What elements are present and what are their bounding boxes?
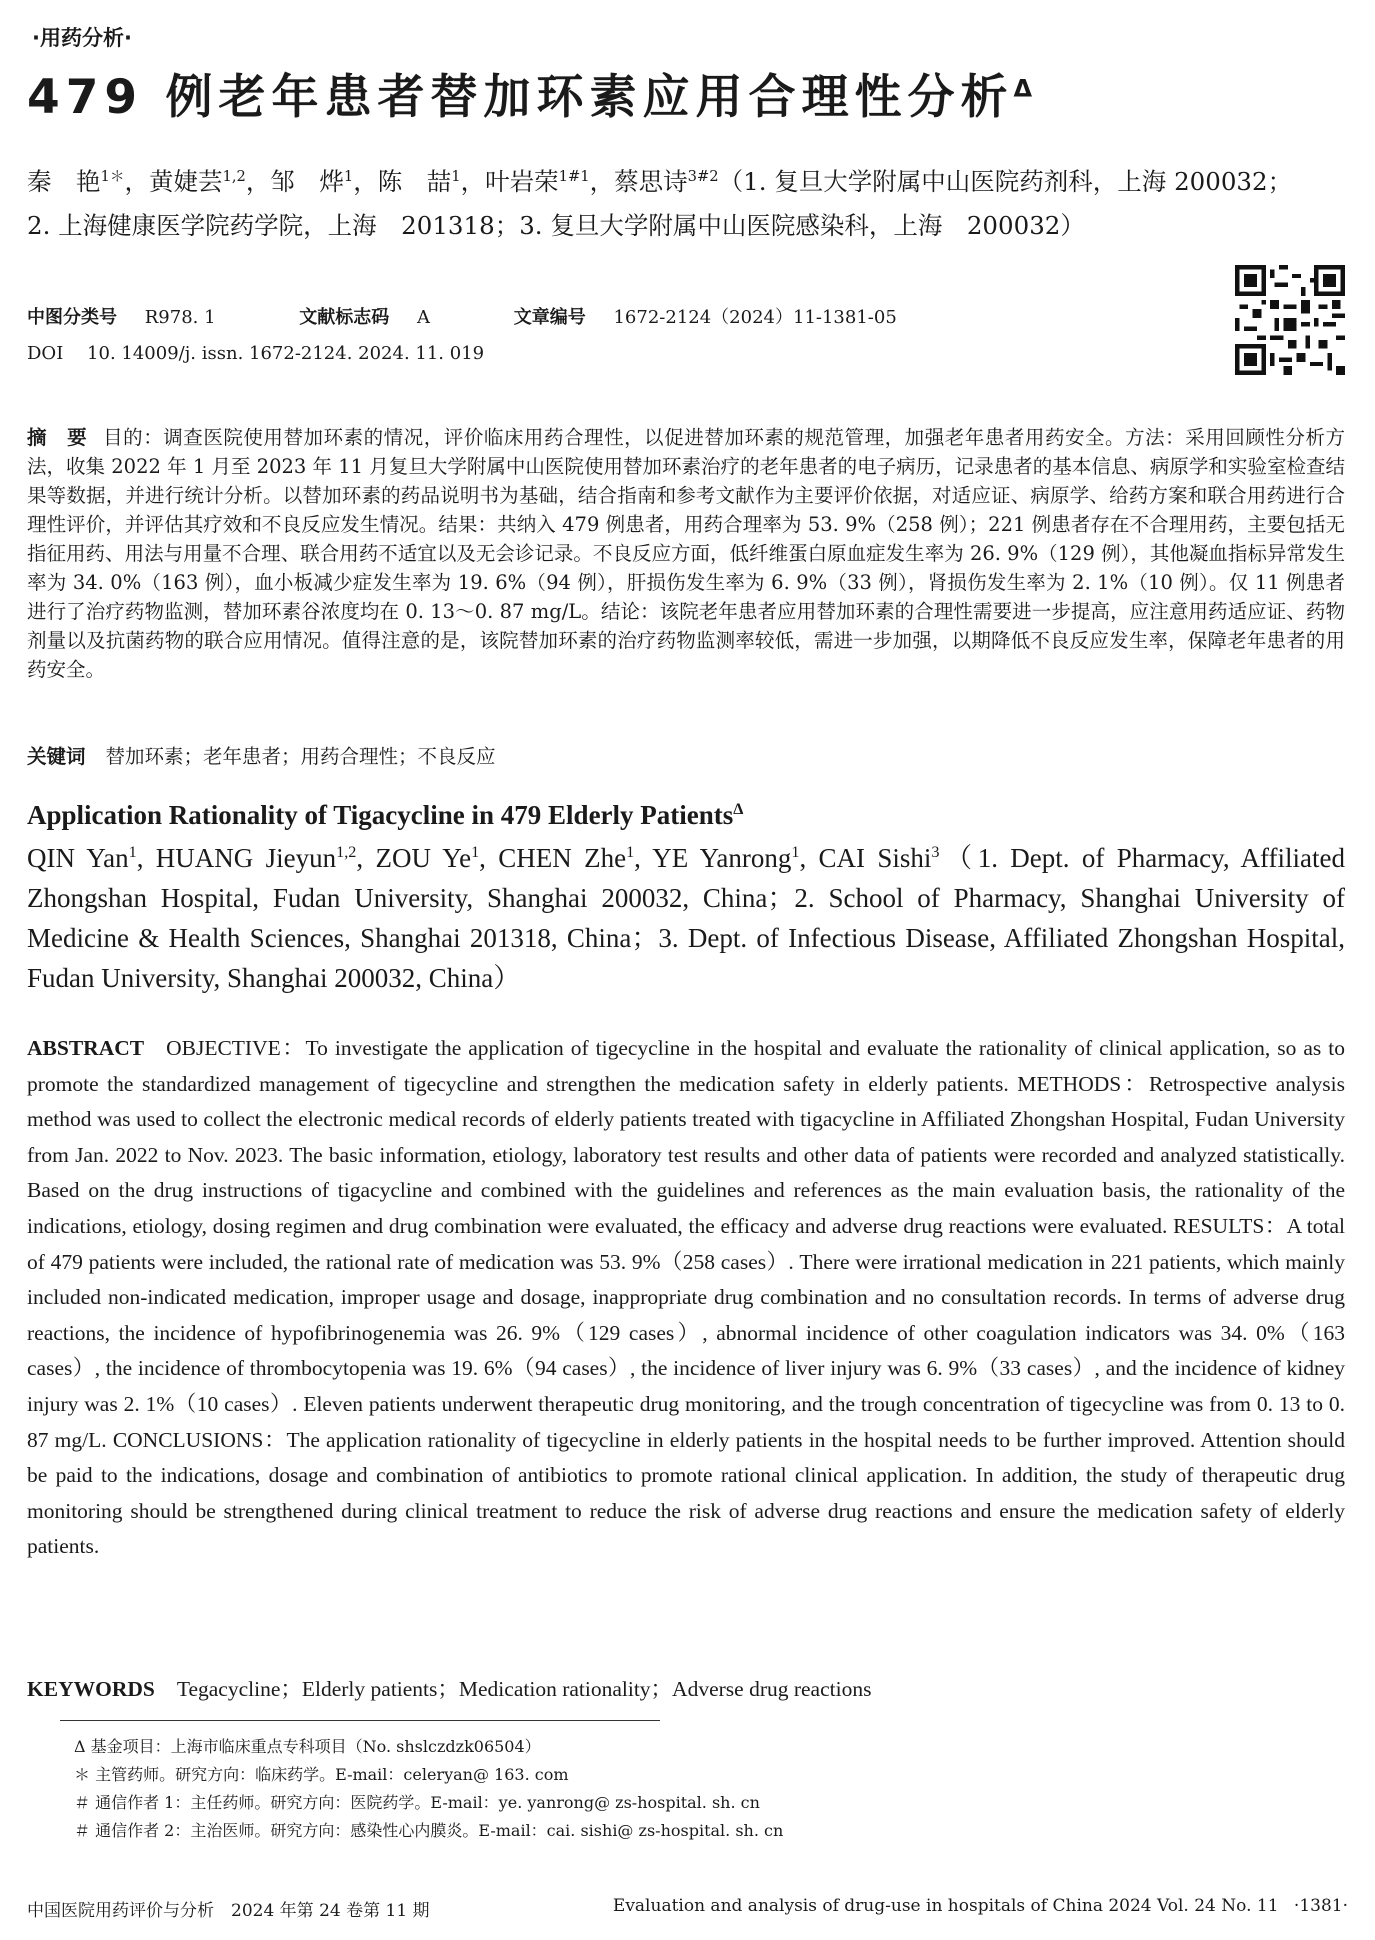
footnote-first-author: ＊ 主管药师。研究方向：临床药学。E-mail：celeryan@ 163. com bbox=[74, 1765, 569, 1784]
authors-en bbox=[27, 838, 1345, 998]
authors-cn-line1 bbox=[27, 160, 1347, 204]
author-cai: ，蔡思诗 bbox=[589, 167, 688, 196]
keywords-en-text: Tegacycline；Elderly patients；Medication rationality；Adverse drug reactions bbox=[176, 1677, 872, 1701]
footer-journal-en-text: Evaluation and analysis of drug-use in hospitals of China 2024 Vol. 24 No. 11 bbox=[612, 1896, 1279, 1916]
footnote-corresponding-1: ＃ 通信作者 1：主任药师。研究方向：医院药学。E-mail：ye. yanrong@ zs-hospital. sh. cn bbox=[74, 1793, 760, 1812]
author-sup: 3#2 bbox=[687, 167, 719, 185]
keywords-en bbox=[27, 1672, 871, 1703]
author-huang: ，黄婕芸 bbox=[124, 167, 223, 196]
author-en: , HUANG Jieyun bbox=[136, 843, 337, 873]
article-no-value: 1672-2124（2024）11-1381-05 bbox=[613, 307, 897, 328]
author-en-sup: 1 bbox=[128, 843, 137, 861]
author-en-sup: 3 bbox=[931, 843, 940, 861]
title-fund-mark: Δ bbox=[1013, 74, 1039, 103]
author-en: , YE Yanrong bbox=[634, 843, 792, 873]
footnote-fund: Δ 基金项目：上海市临床重点专科项目（No. shslczdzk06504） bbox=[74, 1737, 541, 1756]
title-en-fund-mark: Δ bbox=[733, 800, 744, 818]
column-label: ·用药分析· bbox=[32, 26, 132, 50]
abstract-cn-label: 摘 要 bbox=[27, 426, 88, 449]
abstract-cn-text: 目的：调查医院使用替加环素的情况，评价临床用药合理性，以促进替加环素的规范管理，加强老年患者用药安全。方法：采用回顾性分析方法，收集 2022 年 1 月至 2023 年 11 月复旦大学附属中山医院使用替加环素治疗的老年患者的电子病历，记录患者的基本信息、病原学和实验室检查结果等数据，并进行统计分析。以替加环素的药品说明书为基础，结合指南和参考文献作为主要评价依据，对适应证、病原学、给药方案和联合用药进行合理性评价，并评估其疗效和不良反应发生情况。结果：共纳入 479 例患者，用药合理率为 53. 9%（258 例）；221 例患者存在不合理用药，主要包括无指征用药、用法与用量不合理、联合用药不适宜以及无会诊记录。不良反应方面，低纤维蛋白原血症发生率为 26. 9%（129 例），其他凝血指标异常发生率为 34. 0%（163 例），血小板减少症发生率为 19. 6%（94 例），肝损伤发生率为 6. 9%（33 例），肾损伤发生率为 2. 1%（10 例）。仅 11 例患者进行了治疗药物监测，替加环素谷浓度均在 0. 13～0. 87 mg/L。结论：该院老年患者应用替加环素的合理性需要进一步提高，应注意用药适应证、药物剂量以及抗菌药物的联合应用情况。值得注意的是，该院替加环素的治疗药物监测率较低，需进一步加强，以期降低不良反应发生率，保障老年患者的用药安全。 bbox=[27, 426, 1345, 681]
keywords-cn-text: 替加环素；老年患者；用药合理性；不良反应 bbox=[105, 745, 496, 768]
author-en-sup: 1 bbox=[471, 843, 480, 861]
doi-value: 10. 14009/j. issn. 1672-2124. 2024. 11. 019 bbox=[87, 343, 485, 364]
article-title-cn bbox=[27, 60, 1038, 127]
abstract-en-text: OBJECTIVE：To investigate the application of tigecycline in the hospital and evaluate the rationality of clinical application, so as to promote the standardized management of tigecycline and strengthen the medication safety in elderly patients. METHODS：Retrospective analysis method was used to collect the electronic medical records of elderly patients treated with tigacycline in Affiliated Zhongshan Hospital, Fudan University from Jan. 2022 to Nov. 2023. The basic information, etiology, laboratory test results and other data of patients were recorded and analyzed statistically. Based on the drug instructions of tigacycline and combined with the guidelines and references as the main evaluation basis, the rationality of the indications, etiology, dosing regimen and drug combination were evaluated, the efficacy and adverse drug reactions were evaluated. RESULTS：A total of 479 patients were included, the rational rate of medication was 53. 9%（258 cases）. There were irrational medication in 221 patients, which mainly included non-indicated medication, improper usage and dosage, inappropriate drug combination and no consultation records. In terms of adverse drug reactions, the incidence of hypofibrinogenemia was 26. 9%（129 cases）, abnormal incidence of other coagulation indicators was 34. 0%（163 cases）, the incidence of thrombocytopenia was 19. 6%（94 cases）, the incidence of liver injury was 6. 9%（33 cases）, and the incidence of kidney injury was 2. 1%（10 cases）. Eleven patients underwent therapeutic drug monitoring, and the trough concentration of tigecycline was from 0. 13 to 0. 87 mg/L. CONCLUSIONS：The application rationality of tigecycline in elderly patients in the hospital needs to be further improved. Attention should be paid to the indications, dosage and combination of antibiotics to promote rational clinical application. In addition, the study of therapeutic drug monitoring should be strengthened during clinical treatment to reduce the risk of adverse drug reactions and ensure the medication safety of elderly patients. bbox=[27, 1036, 1345, 1559]
qr-code-icon bbox=[1235, 265, 1345, 375]
doi-label: DOI bbox=[27, 343, 64, 364]
author-sup: 1,2 bbox=[222, 167, 246, 185]
author-qin: 秦 艳 bbox=[27, 167, 101, 196]
author-zou: ，邹 烨 bbox=[245, 167, 344, 196]
footer-journal-en bbox=[613, 1896, 1348, 1916]
author-en: , ZOU Ye bbox=[356, 843, 472, 873]
clc-value: R978. 1 bbox=[144, 307, 216, 328]
author-chen: ，陈 喆 bbox=[353, 167, 452, 196]
keywords-cn-label: 关键词 bbox=[27, 745, 86, 768]
article-title-en bbox=[27, 800, 743, 831]
doc-code-label: 文献标志码 bbox=[299, 307, 390, 328]
abstract-en-label: ABSTRACT bbox=[27, 1036, 145, 1060]
footnote-corresponding-2: ＃ 通信作者 2：主治医师。研究方向：感染性心内膜炎。E-mail：cai. sishi@ zs-hospital. sh. cn bbox=[74, 1821, 784, 1840]
meta-line-1 bbox=[27, 303, 897, 329]
author-sup: 1 bbox=[451, 167, 461, 185]
title-text: 479 例老年患者替加环素应用合理性分析 bbox=[27, 70, 1014, 125]
author-sup: 1＊ bbox=[100, 167, 125, 185]
affiliation-cn-1: （1. 复旦大学附属中山医院药剂科，上海 200032； bbox=[718, 167, 1293, 196]
authors-cn bbox=[27, 160, 1347, 248]
author-en: , CHEN Zhe bbox=[479, 843, 627, 873]
keywords-cn bbox=[27, 741, 496, 769]
footnote-divider bbox=[60, 1720, 660, 1721]
author-en: QIN Yan bbox=[27, 843, 129, 873]
author-en-sup: 1 bbox=[626, 843, 635, 861]
affiliation-cn-2: 2. 上海健康医学院药学院，上海 201318；3. 复旦大学附属中山医院感染科，上海 200032） bbox=[27, 211, 1085, 240]
footnotes bbox=[74, 1733, 783, 1845]
author-en: , CAI Sishi bbox=[799, 843, 932, 873]
keywords-en-label: KEYWORDS bbox=[27, 1677, 155, 1701]
meta-line-doi bbox=[27, 343, 484, 364]
author-en-sup: 1 bbox=[791, 843, 800, 861]
doc-code-value: A bbox=[417, 307, 431, 328]
page-number: ·1381· bbox=[1293, 1896, 1348, 1916]
author-sup: 1 bbox=[343, 167, 354, 185]
footer-journal-cn: 中国医院用药评价与分析 2024 年第 24 卷第 11 期 bbox=[27, 1901, 430, 1921]
abstract-en bbox=[27, 1031, 1345, 1565]
clc-label: 中图分类号 bbox=[27, 307, 117, 328]
title-en-text: Application Rationality of Tigacycline in 479 Elderly Patients bbox=[27, 800, 734, 830]
affiliation-en: （1. Dept. of Pharmacy, Affiliated Zhongshan Hospital, Fudan University, Shanghai 200032, China；2. School of Pharmacy, Shanghai University of Medicine & Health Sciences, Shanghai 201318, China；3. Dept. of Infectious Disease, Affiliated Zhongshan Hospital, Fudan University, Shanghai 200032, China） bbox=[27, 843, 1345, 993]
abstract-cn bbox=[27, 423, 1345, 684]
author-sup: 1#1 bbox=[558, 167, 590, 185]
author-en-sup: 1,2 bbox=[336, 843, 357, 861]
author-ye: ，叶岩荣 bbox=[460, 167, 559, 196]
article-no-label: 文章编号 bbox=[513, 307, 586, 328]
